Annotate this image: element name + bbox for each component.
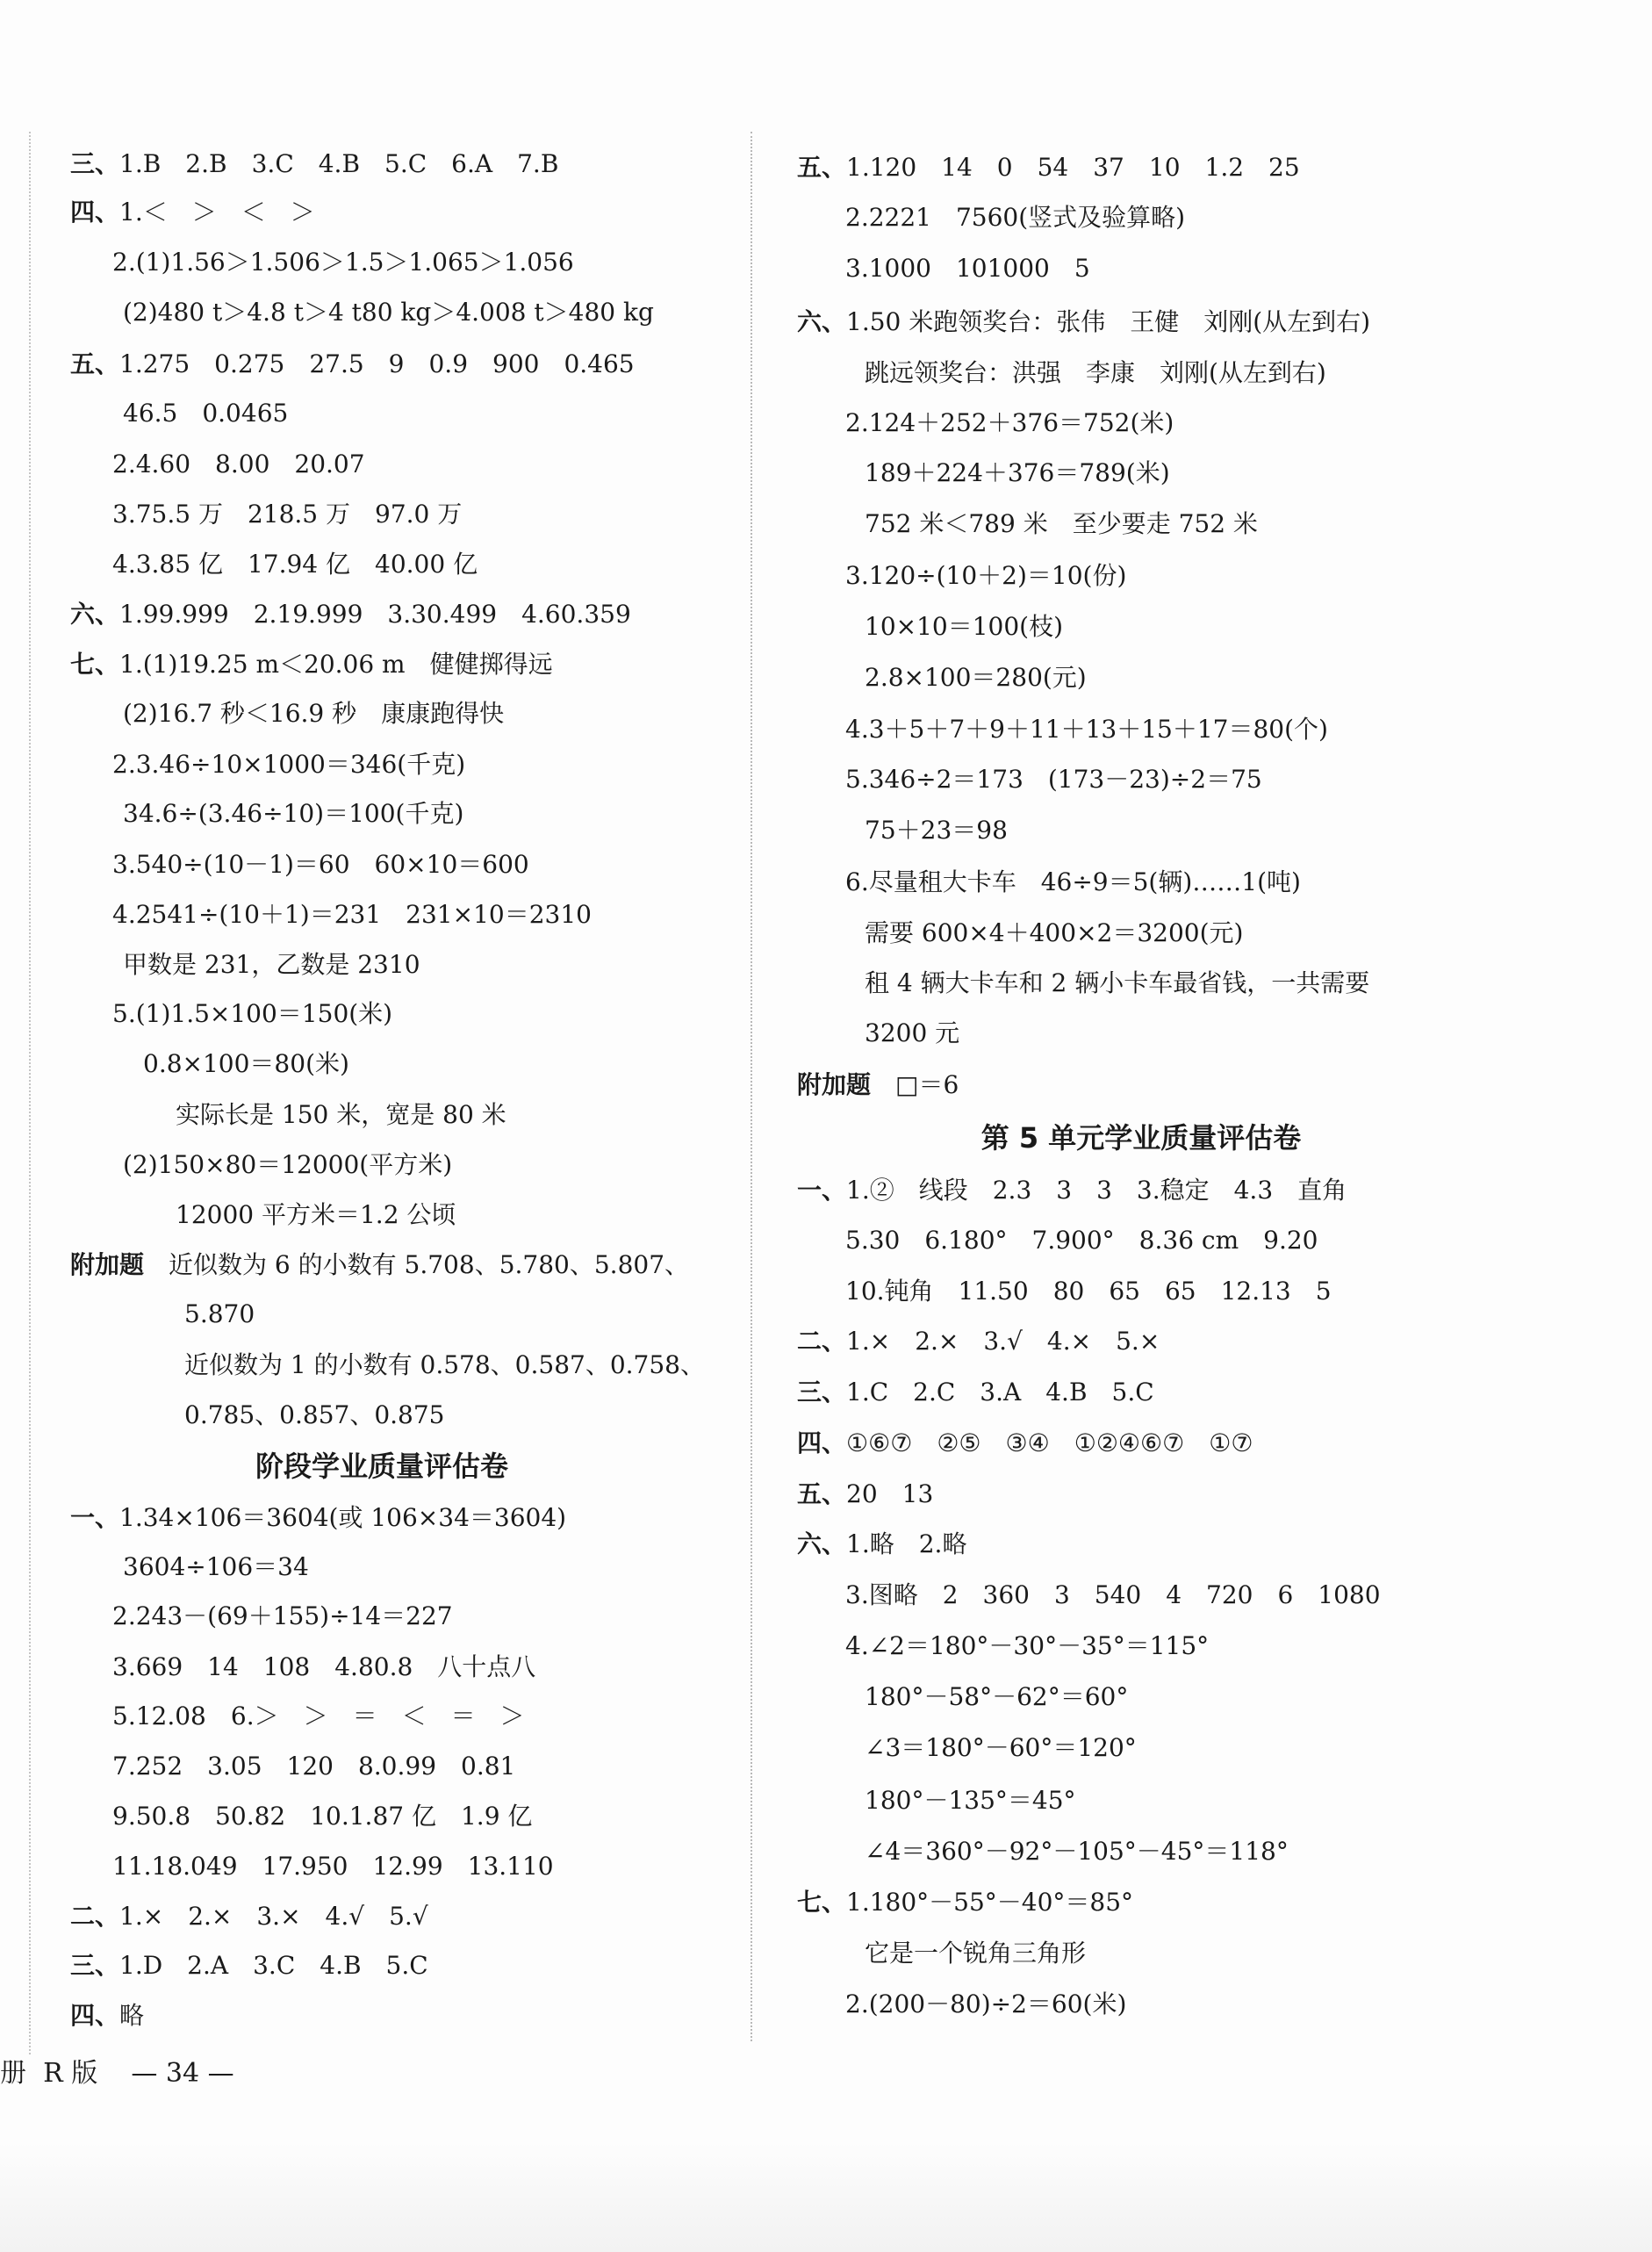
answer-line <box>112 747 465 782</box>
answer-text: 1.× 2.× 3.× 4.√ 5.√ <box>119 1902 428 1931</box>
answer-text: 1.略 2.略 <box>846 1529 967 1558</box>
question-number: 附加题 <box>797 1070 872 1099</box>
answer-line <box>797 1885 1133 1920</box>
answer-text: 1.34×106＝3604(或 106×34＝3604) <box>119 1503 567 1532</box>
answer-line <box>70 1500 566 1536</box>
answer-line <box>184 1297 255 1332</box>
answer-text: 5.346÷2＝173 (173－23)÷2＝75 <box>845 765 1262 794</box>
answer-text: 1.(1)19.25 m＜20.06 m 健健掷得远 <box>119 650 553 679</box>
answer-text: 1.180°－55°－40°＝85° <box>846 1888 1134 1917</box>
question-number: 二、 <box>797 1327 847 1356</box>
question-number: 四、 <box>797 1428 847 1457</box>
answer-text: 10.钝角 11.50 80 65 65 12.13 5 <box>845 1277 1332 1306</box>
question-number: 三、 <box>797 1378 847 1407</box>
answer-text: 1.＜ ＞ ＜ ＞ <box>119 198 315 227</box>
answer-text: 2.2221 7560(竖式及验算略) <box>845 203 1186 232</box>
answer-line <box>112 1849 554 1884</box>
answer-text: 近似数为 1 的小数有 0.578、0.587、0.758、 <box>184 1350 705 1379</box>
answer-line <box>797 1375 1154 1410</box>
answer-line <box>112 897 592 932</box>
answer-line <box>865 813 1008 848</box>
answer-text: 189＋224＋376＝789(米) <box>865 458 1170 487</box>
answer-line <box>112 1650 535 1685</box>
answer-text: 它是一个锐角三角形 <box>865 1939 1087 1968</box>
answer-line <box>112 847 529 882</box>
answer-line <box>865 456 1170 491</box>
answer-line <box>123 947 420 982</box>
question-number: 五、 <box>70 349 120 378</box>
answer-line <box>845 1578 1381 1613</box>
answer-text: ∠4＝360°－92°－105°－45°＝118° <box>865 1837 1289 1866</box>
answer-line <box>845 712 1328 747</box>
answer-line <box>70 1998 144 2033</box>
answer-line <box>123 1148 452 1183</box>
answer-line <box>112 1599 453 1634</box>
answer-text: 9.50.8 50.82 10.1.87 亿 1.9 亿 <box>112 1802 533 1831</box>
answer-line <box>70 347 635 382</box>
answer-text: 略 <box>119 2001 145 2030</box>
answer-line <box>865 660 1087 695</box>
answer-line <box>797 1068 959 1103</box>
answer-line <box>845 406 1174 441</box>
answer-line <box>845 865 1301 900</box>
answer-line <box>112 1799 532 1834</box>
question-number: 二、 <box>70 1902 120 1931</box>
answer-text: 1.② 线段 2.3 3 3 3.稳定 4.3 直角 <box>846 1176 1347 1205</box>
answer-line <box>845 251 1090 286</box>
answer-line <box>865 966 1369 1001</box>
answer-text: 1.× 2.× 3.√ 4.× 5.× <box>846 1327 1160 1356</box>
answer-text: 4.∠2＝180°－30°－35°＝115° <box>845 1631 1210 1660</box>
answer-text: (2)150×80＝12000(平方米) <box>123 1150 453 1179</box>
question-number: 三、 <box>70 1951 120 1980</box>
question-number: 三、 <box>70 149 120 178</box>
answer-text: 1.D 2.A 3.C 4.B 5.C <box>119 1951 428 1980</box>
answer-text: 3.1000 101000 5 <box>845 254 1090 283</box>
answer-text: 0.785、0.857、0.875 <box>184 1400 445 1429</box>
answer-text: 0.8×100＝80(米) <box>143 1049 349 1078</box>
answer-text: 20 13 <box>846 1479 934 1508</box>
answer-text: 4.3.85 亿 17.94 亿 40.00 亿 <box>112 550 478 579</box>
answer-text: 180°－135°＝45° <box>865 1786 1076 1815</box>
answer-line <box>176 1097 506 1133</box>
answer-line <box>112 996 392 1032</box>
answer-text: 3.540÷(10－1)＝60 60×10＝600 <box>112 850 529 879</box>
answer-line <box>865 1016 959 1051</box>
answer-text: 2.3.46÷10×1000＝346(千克) <box>112 750 466 779</box>
answer-text: 3.图略 2 360 3 540 4 720 6 1080 <box>845 1580 1381 1609</box>
answer-text: 2.4.60 8.00 20.07 <box>112 450 365 478</box>
answer-line <box>70 647 553 682</box>
answer-line <box>865 1680 1128 1715</box>
question-number: 七、 <box>70 650 120 679</box>
answer-text: 11.18.049 17.950 12.99 13.110 <box>112 1852 554 1881</box>
answer-text: 2.124＋252＋376＝752(米) <box>845 408 1174 437</box>
answer-line <box>123 696 504 731</box>
answer-line <box>845 1629 1209 1664</box>
column-divider <box>751 132 752 2041</box>
question-number: 四、 <box>70 198 120 227</box>
answer-line <box>70 1248 689 1283</box>
section-heading-text: 第 5 单元学业质量评估卷 <box>980 1121 1302 1155</box>
answer-text: 3.120÷(10＋2)＝10(份) <box>845 561 1127 590</box>
answer-text: 3.75.5 万 218.5 万 97.0 万 <box>112 500 463 529</box>
question-number: 五、 <box>797 1479 847 1508</box>
answer-text: 3200 元 <box>865 1018 960 1047</box>
answer-text: 7.252 3.05 120 8.0.99 0.81 <box>112 1752 516 1781</box>
answer-text: 4.2541÷(10＋1)＝231 231×10＝2310 <box>112 900 592 929</box>
answer-line <box>70 195 315 230</box>
question-number: 五、 <box>797 153 847 182</box>
question-number: 四、 <box>70 2001 120 2030</box>
answer-line <box>112 1749 515 1784</box>
question-number: 六、 <box>70 600 120 629</box>
answer-text: 6.尽量租大卡车 46÷9＝5(辆)……1(吨) <box>845 867 1301 896</box>
answer-line <box>70 1948 428 1983</box>
answer-text: 3604÷106＝34 <box>123 1552 309 1581</box>
answer-text: 1.50 米跑领奖台：张伟 王健 刘刚(从左到右) <box>846 307 1371 336</box>
answer-text: 2.243－(69＋155)÷14＝227 <box>112 1601 453 1630</box>
answer-text: 1.275 0.275 27.5 9 0.9 900 0.465 <box>119 349 635 378</box>
answer-line <box>143 1047 349 1082</box>
answer-line <box>70 597 631 632</box>
answer-line <box>112 1699 525 1734</box>
left-margin-rule <box>29 132 31 2054</box>
section-heading-text: 阶段学业质量评估卷 <box>255 1450 508 1483</box>
answer-text: 5.870 <box>184 1299 255 1328</box>
answer-text: 180°－58°－62°＝60° <box>865 1682 1129 1711</box>
answer-text: 租 4 辆大卡车和 2 辆小卡车最省钱，一共需要 <box>865 968 1370 997</box>
answer-line <box>112 447 365 482</box>
answer-line <box>797 1324 1160 1359</box>
answer-line <box>123 295 654 330</box>
answer-line <box>797 1527 966 1562</box>
answer-line <box>865 1936 1086 1971</box>
question-number: 附加题 <box>70 1250 145 1279</box>
answer-text: 752 米＜789 米 至少要走 752 米 <box>865 509 1258 538</box>
answer-line <box>865 916 1243 951</box>
answer-text: (2)480 t＞4.8 t＞4 t80 kg＞4.008 t＞480 kg <box>123 298 654 327</box>
page-bottom-shade <box>0 2142 1652 2252</box>
answer-line <box>845 1223 1318 1258</box>
answer-text: 75＋23＝98 <box>865 816 1008 845</box>
answer-line <box>797 150 1300 185</box>
answer-line <box>865 1834 1289 1869</box>
question-number: 一、 <box>70 1503 120 1532</box>
answer-line <box>123 796 463 831</box>
answer-line <box>845 200 1185 235</box>
answer-text: 5.12.08 6.＞ ＞ ＝ ＜ ＝ ＞ <box>112 1702 525 1730</box>
answer-line <box>70 1899 428 1934</box>
answer-line <box>845 1987 1126 2022</box>
answer-text: 跳远领奖台：洪强 李康 刘刚(从左到右) <box>865 358 1326 387</box>
question-number: 一、 <box>797 1176 847 1205</box>
answer-text: 46.5 0.0465 <box>123 399 289 428</box>
answer-line <box>845 1274 1332 1309</box>
answer-line <box>797 305 1370 340</box>
section-heading <box>53 1449 711 1484</box>
answer-line <box>865 1730 1137 1766</box>
answer-text: 1.120 14 0 54 37 10 1.2 25 <box>846 153 1300 182</box>
answer-line <box>184 1348 705 1383</box>
answer-text: 2.8×100＝280(元) <box>865 663 1087 692</box>
answer-text: 实际长是 150 米，宽是 80 米 <box>176 1100 506 1129</box>
answer-text: 5.30 6.180° 7.900° 8.36 cm 9.20 <box>845 1226 1318 1255</box>
answer-text: 34.6÷(3.46÷10)＝100(千克) <box>123 799 464 828</box>
answer-line <box>865 507 1258 542</box>
answer-text: ①⑥⑦ ②⑤ ③④ ①②④⑥⑦ ①⑦ <box>846 1428 1253 1457</box>
answer-text: 10×10＝100(枝) <box>865 612 1064 641</box>
answer-line <box>112 245 574 280</box>
answer-line <box>184 1398 444 1433</box>
answer-text: 1.C 2.C 3.A 4.B 5.C <box>846 1378 1154 1407</box>
answer-line <box>123 1550 309 1585</box>
answer-line <box>112 497 462 532</box>
answer-text: 1.B 2.B 3.C 4.B 5.C 6.A 7.B <box>119 149 559 178</box>
answer-line <box>797 1173 1347 1208</box>
answer-text: 需要 600×4＋400×2＝3200(元) <box>865 918 1244 947</box>
answer-text: □＝6 <box>871 1070 959 1099</box>
answer-line <box>845 762 1262 797</box>
answer-text: 12000 平方米＝1.2 公顷 <box>176 1200 456 1229</box>
answer-text: 3.669 14 108 4.80.8 八十点八 <box>112 1652 536 1681</box>
answer-line <box>865 356 1326 391</box>
answer-text: 1.99.999 2.19.999 3.30.499 4.60.359 <box>119 600 631 629</box>
answer-line <box>70 147 558 182</box>
answer-text: 近似数为 6 的小数有 5.708、5.780、5.807、 <box>144 1250 690 1279</box>
answer-line <box>865 609 1063 644</box>
answer-line <box>797 1477 933 1512</box>
answer-text: (2)16.7 秒＜16.9 秒 康康跑得快 <box>123 699 505 728</box>
answer-text: ∠3＝180°－60°＝120° <box>865 1733 1137 1762</box>
page-footer: 册 R 版 — 34 — <box>0 2058 234 2089</box>
answer-line <box>865 1783 1076 1818</box>
answer-text: 5.(1)1.5×100＝150(米) <box>112 999 393 1028</box>
answer-line <box>797 1426 1253 1461</box>
answer-text: 4.3＋5＋7＋9＋11＋13＋15＋17＝80(个) <box>845 715 1328 744</box>
question-number: 七、 <box>797 1888 847 1917</box>
question-number: 六、 <box>797 307 847 336</box>
answer-line <box>176 1198 456 1233</box>
question-number: 六、 <box>797 1529 847 1558</box>
answer-text: 2.(1)1.56＞1.506＞1.5＞1.065＞1.056 <box>112 248 574 277</box>
answer-line <box>845 558 1126 594</box>
answer-text: 甲数是 231，乙数是 2310 <box>123 950 420 979</box>
section-heading <box>768 1120 1514 1155</box>
answer-line <box>112 547 478 582</box>
answer-text: 2.(200－80)÷2＝60(米) <box>845 1989 1127 2018</box>
answer-line <box>123 396 288 431</box>
